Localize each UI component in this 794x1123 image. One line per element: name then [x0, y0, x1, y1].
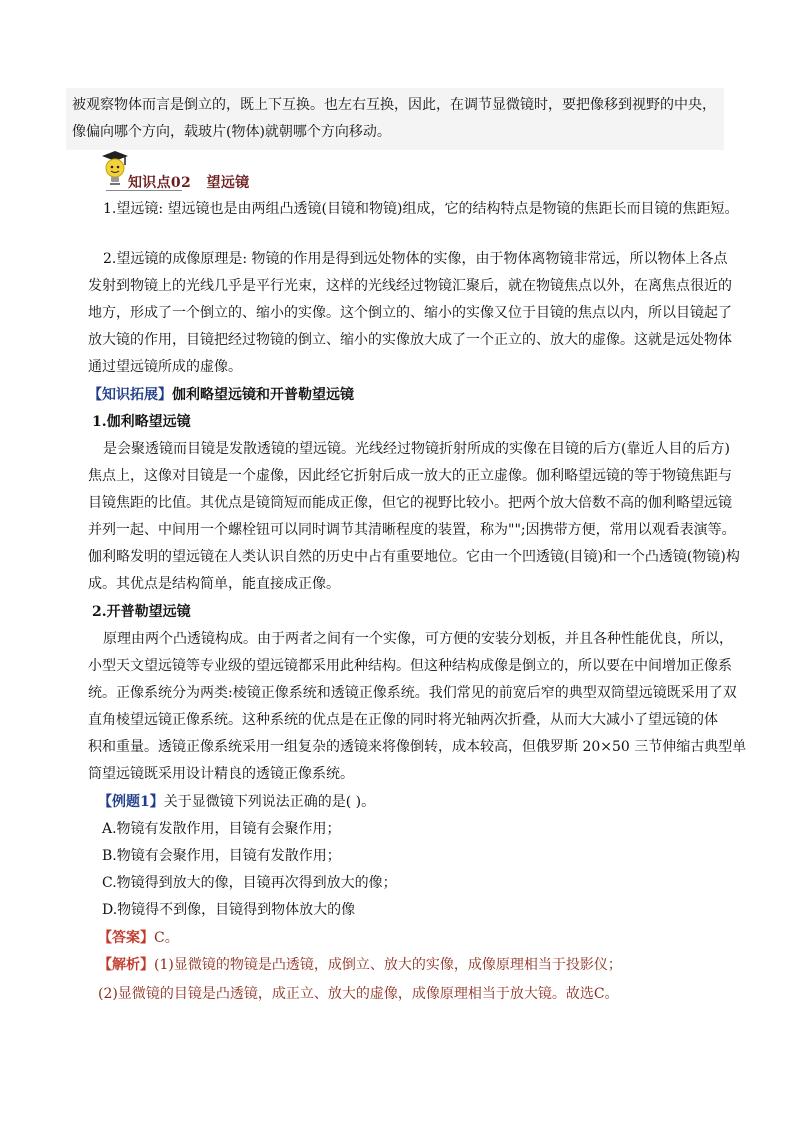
intro-line-2: 像偏向哪个方向，载玻片(物体)就朝哪个方向移动。: [72, 124, 391, 140]
extension-heading: [88, 386, 354, 404]
example-question-text: 关于显微镜下列说法正确的是( )。: [163, 794, 376, 810]
example-tag: 【例题1】: [98, 794, 164, 810]
scholar-bulb-icon: [98, 150, 132, 186]
example-question: [98, 793, 375, 811]
section2-line-2: 发射到物镜上的光线几乎是平行光束，这样的光线经过物镜汇聚后，就在物镜焦点以外，在离焦点很近的: [88, 278, 732, 294]
kepler-line-1: 原理由两个凸透镜构成。由于两者之间有一个实像，可方便的安装分划板，并且各种性能优良，所以，: [103, 631, 733, 647]
analysis-tag: 【解析】: [98, 957, 154, 973]
galileo-heading: 1.伽利略望远镜: [92, 414, 191, 430]
galileo-line-6: 成。其优点是结构简单，能直接成正像。: [88, 576, 340, 592]
galileo-line-2: 焦点上，这像对目镜是一个虚像，因此经它折射后成一放大的正立虚像。伽利略望远镜的等于物镜焦距与: [88, 468, 732, 484]
option-c: C.物镜得到放大的像，目镜再次得到放大的像；: [102, 875, 397, 891]
kepler-line-6: 筒望远镜既采用设计精良的透镜正像系统。: [88, 766, 354, 782]
kepler-heading: 2.开普勒望远镜: [92, 604, 191, 620]
analysis-line-2: (2)显微镜的目镜是凸透镜，成正立、放大的虚像，成像原理相当于放大镜。故选C。: [98, 986, 619, 1002]
answer-tag: 【答案】: [98, 930, 154, 946]
galileo-line-3: 目镜焦距的比值。其优点是镜筒短而能成正像，但它的视野比较小。把两个放大倍数不高的伽利略望远镜: [88, 495, 732, 511]
section2-line-4: 放大镜的作用，目镜把经过物镜的倒立、缩小的实像放大成了一个正立的、放大的虚像。这就是远处物体: [88, 332, 732, 348]
extension-title: 伽利略望远镜和开普勒望远镜: [172, 387, 354, 403]
analysis-line-1: [98, 956, 622, 974]
answer-text: C。: [154, 930, 179, 946]
kp-underline: [106, 190, 182, 191]
section2-line-1: 2.望远镜的成像原理是: 物镜的作用是得到远处物体的实像，由于物体离物镜非常远，所以物体上各点: [103, 251, 728, 267]
kepler-line-4: 直角棱望远镜正像系统。这种系统的优点是在正像的同时将光轴两次折叠，从而大大减小了望远镜的体: [88, 712, 718, 728]
analysis-text-1: (1)显微镜的物镜是凸透镜，成倒立、放大的实像，成像原理相当于投影仪；: [154, 957, 622, 973]
section2-line-3: 地方，形成了一个倒立的、缩小的实像。这个倒立的、缩小的实像又位于目镜的焦点以内，所以目镜起了: [88, 305, 732, 321]
extension-tag: 【知识拓展】: [88, 387, 172, 403]
answer-line: [98, 929, 179, 947]
galileo-line-5: 伽利略发明的望远镜在人类认识自然的历史中占有重要地位。它由一个凹透镜(目镜)和一个凸透镜(物镜)构: [88, 549, 740, 565]
galileo-line-4: 并列一起、中间用一个螺栓钮可以同时调节其清晰程度的装置，称为"";因携带方便，常用以观看表演等。: [88, 522, 736, 538]
knowledge-point-label: 知识点02: [128, 175, 191, 191]
kepler-line-5: 积和重量。透镜正像系统采用一组复杂的透镜来将像倒转，成本较高，但俄罗斯 20×50 三节伸缩古典型单: [88, 739, 747, 755]
section2-line-5: 通过望远镜所成的虚像。: [88, 359, 242, 375]
section1-line: 1.望远镜: 望远镜也是由两组凸透镜(目镜和物镜)组成，它的结构特点是物镜的焦距长而目镜的焦距短。: [103, 201, 739, 217]
knowledge-point-name: 望远镜: [206, 175, 250, 191]
option-b: B.物镜有会聚作用，目镜有发散作用；: [102, 848, 341, 864]
option-d: D.物镜得不到像，目镜得到物体放大的像: [102, 902, 356, 918]
knowledge-point-title: [128, 172, 249, 192]
option-a: A.物镜有发散作用，目镜有会聚作用；: [102, 821, 341, 837]
galileo-line-1: 是会聚透镜而目镜是发散透镜的望远镜。光线经过物镜折射所成的实像在目镜的后方(靠近人目的后方): [103, 441, 730, 457]
intro-line-1: 被观察物体而言是倒立的，既上下互换。也左右互换，因此，在调节显微镜时，要把像移到视野的中央，: [72, 97, 716, 113]
kepler-line-2: 小型天文望远镜等专业级的望远镜都采用此种结构。但这种结构成像是倒立的，所以要在中间增加正像系: [88, 658, 732, 674]
kepler-line-3: 统。正像系统分为两类:棱镜正像系统和透镜正像系统。我们常见的前宽后窄的典型双筒望远镜既采用了双: [88, 685, 737, 701]
